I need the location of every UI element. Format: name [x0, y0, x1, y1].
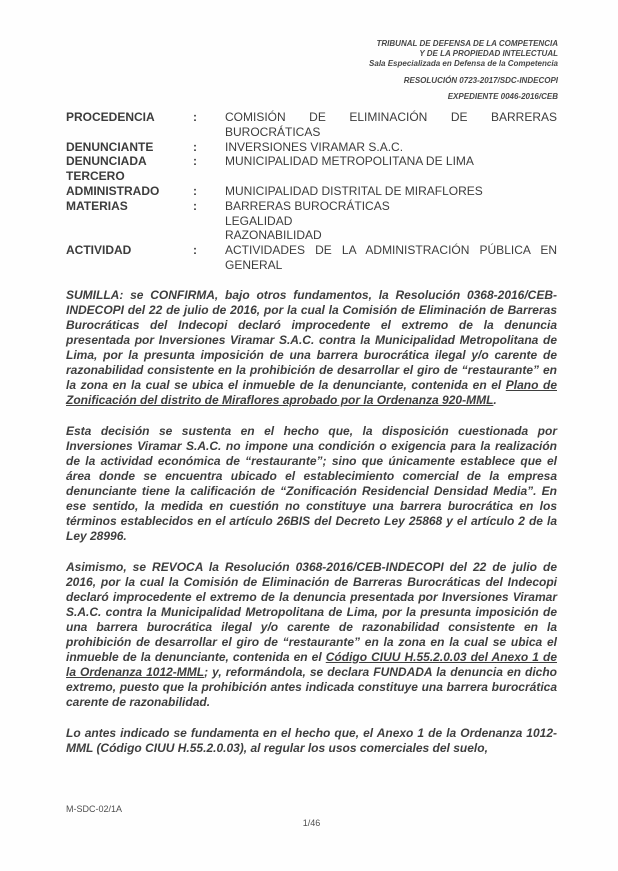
- case-info-table: [66, 110, 557, 273]
- case-label: DENUNCIANTE: [66, 139, 154, 154]
- text-segment: Esta decisión se sustenta en el hecho que, la disposición cuestionada por Inversiones Viramar S.A.C. no impone una condición o exigencia para la realización de la actividad económica de “restaurante”; sino que únicamente establece que el área donde se encuentra ubicado el establecimiento comercial de la empresa denunciante tiene la calificación de “Zonificación Residencial Densidad Media”. En ese sentido, la medida en cuestión no constituye una barrera burocrática en los términos establecidos en el artículo 26BIS del Decreto Ley 25868 y el artículo 2 de la Ley 28996.: [66, 424, 557, 543]
- case-value: BARRERAS BUROCRÁTICAS: [225, 198, 390, 213]
- sumilla-paragraph: [66, 288, 557, 408]
- text-segment: ; y, reformándola, se declara FUNDADA la denuncia en dicho extremo, puesto que la prohibición antes indicada constituye una barrera burocrática carente de razonabilidad.: [66, 665, 557, 709]
- underlined-text-segment: Código CIUU H.55.2.0.03 del Anexo 1 de la Ordenanza 1012-MML: [66, 650, 558, 679]
- case-label: MATERIAS: [66, 198, 128, 213]
- text-segment: SUMILLA: se CONFIRMA, bajo otros fundamentos, la Resolución 0368-2016/CEB-INDECOPI del 22 de julio de 2016, por la cual la Comisión de Eliminación de Barreras Burocráticas del Indecopi declaró improcedente el extremo de la denuncia presentada por Inversiones Viramar S.A.C. contra la Municipalidad Metropolitana de Lima, por la presunta imposición de una barrera burocrática ilegal y/o carente de razonabilidad consistente en la prohibición de desarrollar el giro de “restaurante” en la zona en la cual se ubica el inmueble de la denunciante, contenida en el: [66, 288, 557, 392]
- case-colon: :: [193, 154, 197, 169]
- case-value: ACTIVIDADES DE LA ADMINISTRACIÓN PÚBLICA EN GENERAL: [225, 243, 557, 272]
- document-header: [369, 39, 558, 102]
- case-colon: :: [193, 139, 197, 154]
- resolution-number: RESOLUCIÓN 0723-2017/SDC-INDECOPI: [403, 76, 558, 85]
- case-info-row: [66, 169, 557, 184]
- footer-page-number: 1/46: [302, 818, 321, 828]
- case-value: RAZONABILIDAD: [225, 228, 322, 243]
- case-value: MUNICIPALIDAD METROPOLITANA DE LIMA: [225, 154, 474, 169]
- case-value: [225, 169, 557, 184]
- case-value: INVERSIONES VIRAMAR S.A.C.: [225, 139, 404, 154]
- text-segment: Lo antes indicado se fundamenta en el hecho que, el Anexo 1 de la Ordenanza 1012-MML (Código CIUU H.55.2.0.03), al regular los usos comerciales del suelo,: [66, 726, 557, 755]
- case-colon: [193, 214, 225, 229]
- text-segment: Asimismo, se REVOCA la Resolución 0368-2016/CEB-INDECOPI del 22 de julio de 2016, por la cual la Comisión de Eliminación de Barreras Burocráticas del Indecopi declaró improcedente el extremo de la denuncia presentada por Inversiones Viramar S.A.C. contra la Municipalidad Metropolitana de Lima, por la presunta imposición de una barrera burocrática ilegal y/o carente de razonabilidad consistente en la prohibición de desarrollar el giro de “restaurante” en la zona en la cual se ubica el inmueble de la denunciante, contenida en el: [66, 560, 557, 664]
- case-label: PROCEDENCIA: [66, 110, 155, 124]
- case-info-row: [66, 184, 557, 199]
- case-value: LEGALIDAD: [225, 213, 293, 228]
- case-info-row: [66, 154, 557, 169]
- case-label: TERCERO: [66, 169, 125, 184]
- revoca-paragraph: [66, 560, 557, 710]
- expediente-number: EXPEDIENTE 0046-2016/CEB: [447, 92, 558, 101]
- case-colon: :: [193, 243, 197, 258]
- tribunal-name-line-2: Y DE LA PROPIEDAD INTELECTUAL: [419, 49, 558, 58]
- case-label: [66, 214, 193, 229]
- case-info-row: [66, 243, 557, 273]
- case-label: ADMINISTRADO: [66, 183, 160, 198]
- case-info-row: [66, 199, 557, 214]
- case-colon: [193, 169, 225, 184]
- case-label: [66, 228, 193, 243]
- case-colon: :: [193, 183, 197, 198]
- footer-form-code: M-SDC-02/1A: [66, 804, 123, 814]
- tribunal-chamber-line: Sala Especializada en Defensa de la Competencia: [369, 59, 558, 68]
- case-info-row: [66, 228, 557, 243]
- decision-basis-paragraph: [66, 424, 557, 544]
- case-colon: [193, 228, 225, 243]
- case-info-row: [66, 110, 557, 140]
- case-colon: :: [193, 198, 197, 213]
- fundamento-paragraph: [66, 726, 557, 756]
- case-info-row: [66, 214, 557, 229]
- case-info-row: [66, 140, 557, 155]
- case-value: MUNICIPALIDAD DISTRITAL DE MIRAFLORES: [225, 183, 483, 198]
- case-colon: :: [193, 110, 197, 124]
- underlined-text-segment: Plano de Zonificación del distrito de Miraflores aprobado por la Ordenanza 920-MML: [66, 378, 557, 407]
- case-label: DENUNCIADA: [66, 154, 147, 169]
- tribunal-name-line-1: TRIBUNAL DE DEFENSA DE LA COMPETENCIA: [376, 39, 558, 48]
- case-value: COMISIÓN DE ELIMINACIÓN DE BARRERAS BUROCRÁTICAS: [225, 110, 557, 139]
- document-body: [66, 288, 557, 756]
- text-segment: .: [493, 393, 497, 407]
- case-label: ACTIVIDAD: [66, 243, 132, 258]
